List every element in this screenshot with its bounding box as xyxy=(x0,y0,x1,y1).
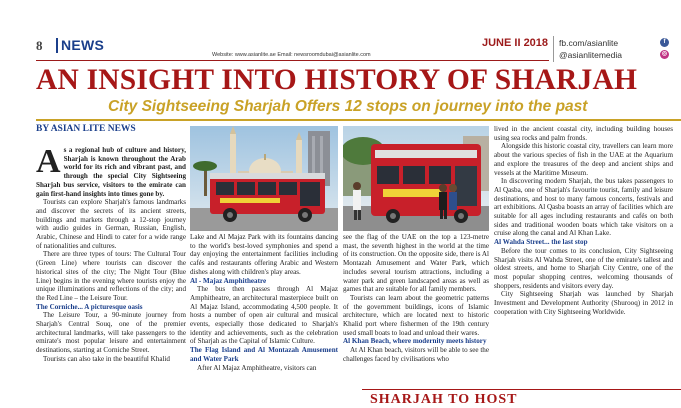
section-title: NEWS xyxy=(61,37,105,53)
paragraph: At Al Khan beach, visitors will be able to see the challenges faced by civilisations who xyxy=(343,346,489,363)
subheading: The Corniche... A picturesque oasis xyxy=(36,302,143,311)
paragraph: Tourists can explore Sharjah's famous landmarks and discover the secrets of its ancient streets, buildings and markets through a 12-stop journey with audio guides in German, Russian, English, Arabic, Chinese and Hindi to cater for a wide range of nationalities and cultures. xyxy=(36,198,186,250)
website-email-line: Website: www.asianlite.ae Email: newsroomdubai@asianlite.com xyxy=(212,52,371,58)
article-headline: AN INSIGHT INTO HISTORY OF SHARJAH xyxy=(36,64,638,96)
issue-date: JUNE II 2018 xyxy=(482,37,549,49)
paragraph: see the flag of the UAE on the top a 123-metre mast, the seventh highest in the world at the time of its construction. On the opposite side, there is Al Montazah Amusement and Water Park, which includes several tourism attractions, including a water park and green landscaped areas as well as games that are suitable for all family members. xyxy=(343,233,489,294)
article-column-4 xyxy=(494,125,673,316)
header-rule xyxy=(36,60,549,61)
paragraph: City Sightseeing Sharjah was launched by Sharjah Investment and Development Authority (Shurooq) in 2012 in cooperation with City Sightseeing Worldwide. xyxy=(494,290,673,316)
drop-cap: A xyxy=(36,143,61,180)
paragraph: Tourists can also take in the beautiful Khalid xyxy=(43,354,170,363)
subheading: Al - Majaz Amphitheatre xyxy=(190,276,267,285)
facebook-icon[interactable]: f xyxy=(660,38,669,47)
next-article-rule xyxy=(362,389,681,390)
paragraph: After Al Majaz Amphitheatre, visitors can xyxy=(197,363,317,372)
subheading: Al Khan Beach, where modernity meets history xyxy=(343,337,487,346)
instagram-icon[interactable]: ◎ xyxy=(661,51,668,57)
subheadline-rule xyxy=(36,119,681,121)
paragraph: In discovering modern Sharjah, the bus takes passengers to Al Qasba, one of Sharjah's favourite tourist, family and leisure destinations, and host to many famous concerts, festivals and art exhibitions. Al Qasba boasts an array of facilities which are suitable for all ages including restaurants and cafés on both sides and traditional wooden boats which take visitors on a cruise along the canal and Al Khan Lake. xyxy=(494,177,673,238)
paragraph: The Leisure Tour, a 90-minute journey from Sharjah's Central Souq, one of the premier architectural landmarks, will take passengers to the emirate's most popular leisure and entertainment destinations, starting at Corniche Street. xyxy=(36,311,186,355)
paragraph: The bus then passes through Al Majaz Amphitheatre, an architectural masterpiece built on Al Majaz Island, accommodating 4,500 people. It hosts a number of open air cultural and musical events, especially those dedicated to Sharjah's identity and achievements, such as the celebration of Sharjah as the Capital of Islamic Culture. xyxy=(190,285,338,346)
section-divider xyxy=(56,38,58,53)
paragraph: lived in the ancient coastal city, including building houses using sea rocks and palm fronds. xyxy=(494,125,673,142)
article-column-2 xyxy=(190,233,338,372)
photo-passengers-boarding xyxy=(343,126,489,231)
article-column-3 xyxy=(343,233,489,364)
paragraph: There are three types of tours: The Cultural Tour (Green Line) where tourists can discover the historical sites of the city; The Night Tour (Blue Line) begins in the evening where tourists enjoy the unique illuminations and reflections of the city; and the Red Line – the Leisure Tour. xyxy=(36,250,186,302)
paragraph: Lake and Al Majaz Park with its fountains dancing to the world's best-loved symphonies and spend a day enjoying the entertainment facilities including cafés and restaurants offering Arabic and Western dishes along with children's play areas. xyxy=(190,233,338,276)
next-article-headline: SHARJAH TO HOST xyxy=(370,392,518,407)
subheading: The Flag Island and Al Montazah Amusement and Water Park xyxy=(190,346,338,363)
paragraph: Alongside this historic coastal city, travellers can learn more about the various species of fish in the UAE at the Aquarium and explore the treasures of the deep and ancient ships and vessels at the Maritime Museum. xyxy=(494,142,673,177)
photo-bus-mosque xyxy=(190,126,338,231)
article-column-1 xyxy=(36,143,186,364)
subheading: Al Wahda Street... the last stop xyxy=(494,238,588,247)
page-number: 8 xyxy=(36,38,43,53)
byline: BY ASIAN LITE NEWS xyxy=(36,124,136,134)
paragraph: Tourists can learn about the geometric patterns of the government buildings, icons of Islamic architecture, which are located next to historic Khalid port where fishermen of the 19th century used small boats to load and unload their wares. xyxy=(343,293,489,337)
passengers-boarding-red-bus-icon xyxy=(343,126,489,231)
paragraph: Before the tour comes to its conclusion, City Sightseeing Sharjah visits Al Wahda Street, one of the emirate's tallest and oldest streets, and home to Sharjah City Centre, one of the most popular shopping centres, welcoming thousands of shoppers, residents and visitors every day. xyxy=(494,246,673,290)
lead-paragraph: s a regional hub of culture and history, Sharjah is known throughout the Arab world for its rich and vibrant past, and through the special City Sightseeing Sharjah bus service, visitors to the emirate can gain first-hand insights into times gone by. xyxy=(36,146,186,198)
article-subheadline: City Sightseeing Sharjah Offers 12 stops on journey into the past xyxy=(108,98,588,115)
facebook-handle[interactable]: fb.com/asianlite xyxy=(559,38,619,48)
header-vertical-divider xyxy=(553,36,554,62)
instagram-handle[interactable]: @asianlitemedia xyxy=(559,50,622,60)
red-sightseeing-bus-with-mosque-icon xyxy=(190,126,338,231)
